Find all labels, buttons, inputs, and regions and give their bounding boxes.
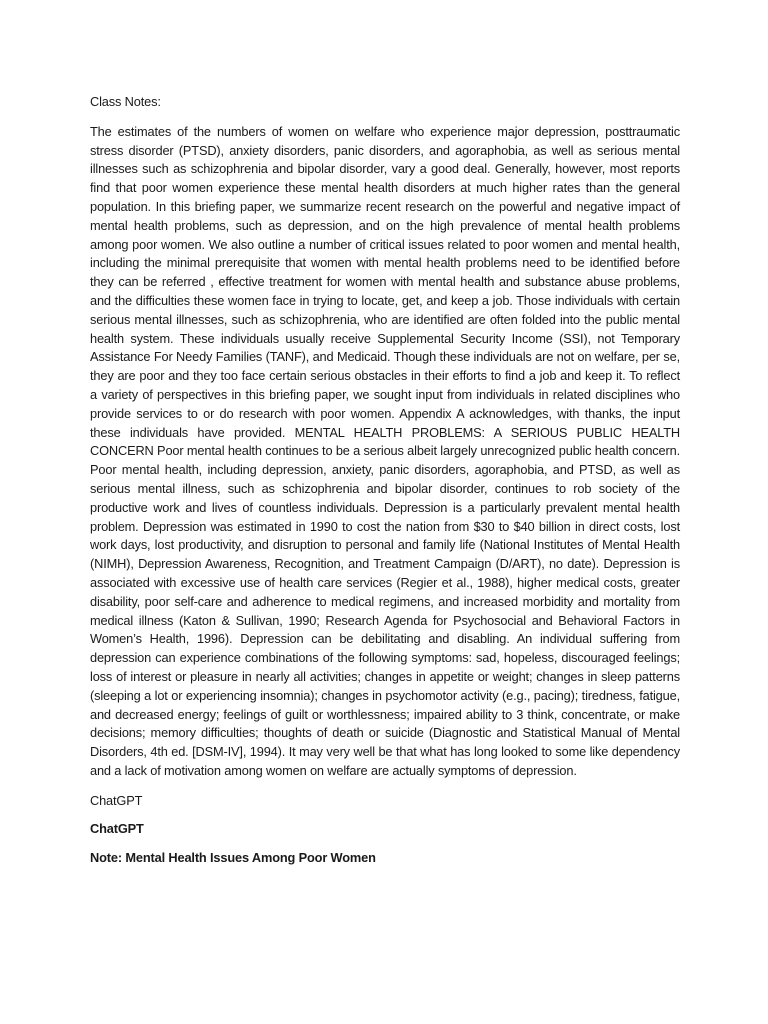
chatgpt-label: ChatGPT xyxy=(90,792,143,808)
notes-heading: Class Notes: xyxy=(90,94,161,109)
document-content xyxy=(90,93,680,868)
note-title: Note: Mental Health Issues Among Poor Women xyxy=(90,850,376,866)
body-paragraph: The estimates of the numbers of women on welfare who experience major depression, posttraumatic stress disorder (PTSD), anxiety disorders, panic disorders, and agoraphobia, as well as serious mental illnesses such as schizophrenia and bipolar disorder, vary a good deal. Generally, however, most reports find that poor women experience these mental health disorders at much higher rates than the general population. In this briefing paper, we summarize recent research on the powerful and negative impact of mental health problems, such as depression, and on the high prevalence of mental health problems among poor women. We also outline a number of critical issues related to poor women and mental health, including the minimal prerequisite that women with mental health problems need to be identified before they can be referred , effective treatment for women with mental health and substance abuse problems, and the difficulties these women face in trying to locate, get, and keep a job. Those individuals with certain serious mental illnesses, such as schizophrenia, who are identified are often folded into the public mental health system. These individuals usually receive Supplemental Security Income (SSI), not Temporary Assistance For Needy Families (TANF), and Medicaid. Though these individuals are not on welfare, per se, they are poor and they too face certain serious obstacles in their efforts to find a job and keep it. To reflect a variety of perspectives in this briefing paper, we sought input from individuals in related disciplines who provide services to or do research with poor women. Appendix A acknowledges, with thanks, the input these individuals have provided. MENTAL HEALTH PROBLEMS: A SERIOUS PUBLIC HEALTH CONCERN Poor mental health continues to be a serious albeit largely unrecognized public health concern. Poor mental health, including depression, anxiety, panic disorders, agoraphobia, and PTSD, as well as serious mental illness, such as schizophrenia and bipolar disorder, continues to rob society of the productive work and lives of countless individuals. Depression is a particularly prevalent mental health problem. Depression was estimated in 1990 to cost the nation from $30 to $40 billion in direct costs, lost work days, lost productivity, and disruption to personal and family life (National Institutes of Mental Health (NIMH), Depression Awareness, Recognition, and Treatment Campaign (D/ART), no date). Depression is associated with excessive use of health care services (Regier et al., 1988), higher medical costs, greater disability, poor self-care and adherence to medical regimens, and increased morbidity and mortality from medical illness (Katon & Sullivan, 1990; Research Agenda for Psychosocial and Behavioral Factors in Women’s Health, 1996). Depression can be debilitating and disabling. An individual suffering from depression can experience combinations of the following symptoms: sad, hopeless, discouraged feelings; loss of interest or pleasure in nearly all activities; changes in appetite or weight; changes in sleep patterns (sleeping a lot or experiencing insomnia); changes in psychomotor activity (e.g., pacing); tiredness, fatigue, and decreased energy; feelings of guilt or worthlessness; impaired ability to 3 think, concentrate, or make decisions; memory difficulties; thoughts of death or suicide (Diagnostic and Statistical Manual of Mental Disorders, 4th ed. [DSM-IV], 1994). It may very well be that what has long looked to some like dependency and a lack of motivation among women on welfare are actually symptoms of depression. xyxy=(90,123,680,778)
chatgpt-label-bold: ChatGPT xyxy=(90,821,144,837)
